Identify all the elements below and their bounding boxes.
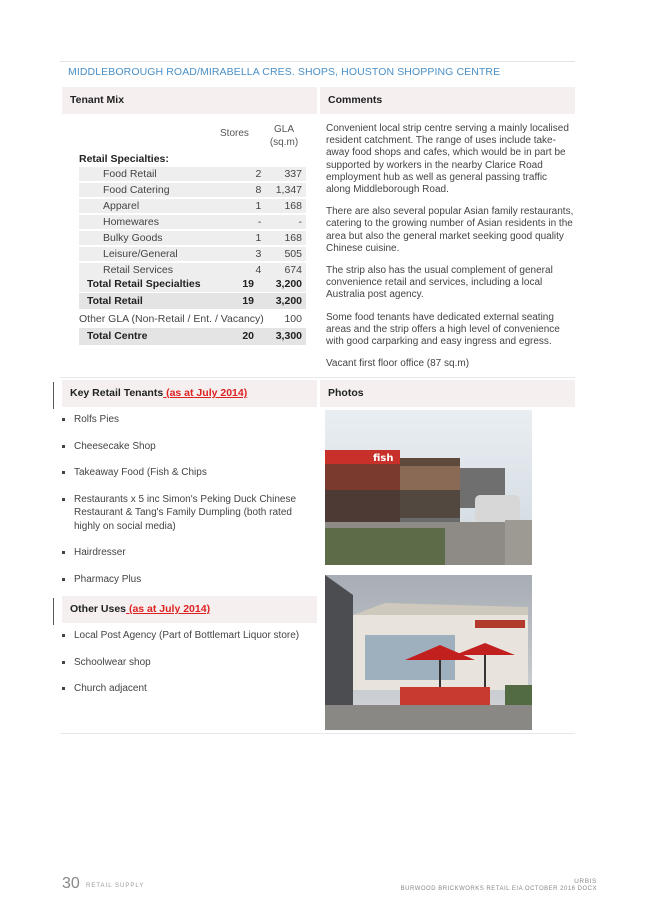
total-specialties-row	[79, 277, 306, 292]
table-row	[79, 231, 306, 245]
bottom-rule	[60, 733, 575, 734]
row-gla: 337	[261, 167, 306, 181]
retail-specialties-label: Retail Specialties:	[79, 153, 169, 165]
total-specialties-label: Total Retail Specialties	[87, 278, 201, 290]
key-tenants-date: (as at July 2014)	[163, 387, 248, 399]
list-item: Takeaway Food (Fish & Chips	[62, 466, 312, 480]
row-stores: 1	[246, 231, 261, 245]
comments-body	[326, 123, 574, 380]
row-category: Food Catering	[79, 183, 246, 197]
page-number: 30	[62, 875, 80, 892]
section-rule	[60, 377, 575, 378]
row-category: Food Retail	[79, 167, 246, 181]
key-tenants-title: Key Retail Tenants	[70, 387, 164, 399]
row-stores: 3	[246, 247, 261, 261]
row-gla: 168	[261, 231, 306, 245]
other-gla-label: Other GLA (Non-Retail / Ent. / Vacancy)	[79, 313, 264, 325]
other-uses-header	[62, 596, 317, 623]
comment-paragraph: Convenient local strip centre serving a mainly localised resident catchment. The range of uses include take-away food shops and cafes, which would be in part be supported by workers in the nearby Clarice Road employment hub as well as general passing traffic along Middleborough Road.	[326, 123, 569, 196]
row-gla: 1,347	[261, 183, 306, 197]
total-specialties-gla: 3,200	[275, 278, 302, 290]
storefront-photo	[325, 410, 532, 565]
tenant-mix-table	[79, 165, 306, 279]
row-category: Homewares	[79, 215, 246, 229]
comment-paragraph: There are also several popular Asian family restaurants, catering to the growing number of Asian residents in the area but also the general market seeking good quality Chinese cuisine.	[326, 206, 574, 254]
total-retail-gla: 3,200	[275, 295, 302, 307]
footer-doc: BURWOOD BRICKWORKS RETAIL EIA OCTOBER 2016 DOCX	[400, 886, 597, 892]
other-uses-list	[62, 629, 312, 709]
tenant-mix-header	[62, 87, 317, 114]
list-item: Rolfs Pies	[62, 413, 312, 427]
other-uses-title: Other Uses	[70, 603, 127, 615]
table-row	[79, 183, 306, 197]
row-stores: 2	[246, 167, 261, 181]
left-marker	[53, 382, 54, 409]
total-specialties-stores: 19	[242, 278, 254, 290]
total-centre-row	[79, 328, 306, 345]
total-centre-stores: 20	[242, 330, 254, 342]
left-marker	[53, 598, 54, 625]
total-centre-gla: 3,300	[275, 330, 302, 342]
table-row	[79, 263, 306, 277]
comments-header	[320, 87, 575, 114]
footer-section: RETAIL SUPPLY	[86, 883, 145, 889]
comments-title: Comments	[328, 94, 383, 106]
key-tenants-header	[62, 380, 317, 407]
tenant-mix-title: Tenant Mix	[70, 94, 125, 106]
row-gla: 168	[261, 199, 306, 213]
photos-header	[320, 380, 575, 407]
row-gla: -	[261, 215, 306, 229]
total-centre-label: Total Centre	[87, 330, 148, 342]
page-heading: MIDDLEBOROUGH ROAD/MIRABELLA CRES. SHOPS, HOUSTON SHOPPING CENTRE	[68, 66, 501, 78]
list-item: Local Post Agency (Part of Bottlemart Liquor store)	[62, 629, 312, 643]
other-gla-row	[79, 312, 306, 326]
comment-paragraph: Some food tenants have dedicated external seating areas and the strip offers a high level of convenience with good carparking and easy ingress and egress.	[326, 311, 560, 348]
row-stores: -	[246, 215, 261, 229]
other-uses-date: (as at July 2014)	[126, 603, 211, 615]
total-retail-label: Total Retail	[87, 295, 143, 307]
list-item: Hairdresser	[62, 546, 312, 560]
row-category: Apparel	[79, 199, 246, 213]
top-rule	[60, 61, 575, 62]
total-retail-row	[79, 293, 306, 309]
key-tenants-list	[62, 413, 312, 599]
row-category: Retail Services	[79, 263, 246, 277]
other-gla-value: 100	[284, 313, 302, 325]
table-row	[79, 215, 306, 229]
col-stores-header: Stores	[220, 128, 249, 139]
list-item: Restaurants x 5 inc Simon's Peking Duck Chinese Restaurant & Tang's Family Dumpling (both rated highly on social media)	[62, 493, 312, 534]
row-category: Leisure/General	[79, 247, 246, 261]
footer-org: URBIS	[574, 878, 597, 885]
total-retail-stores: 19	[242, 295, 254, 307]
table-row	[79, 199, 306, 213]
row-stores: 4	[246, 263, 261, 277]
col-gla-header: GLA (sq.m)	[269, 124, 299, 148]
comment-paragraph: The strip also has the usual complement of general convenience retail and services, including a local Australia post agency.	[326, 265, 553, 301]
comment-paragraph: Vacant first floor office (87 sq.m)	[326, 358, 470, 370]
row-category: Bulky Goods	[79, 231, 246, 245]
shop-sign: fish	[373, 453, 394, 464]
table-row	[79, 167, 306, 181]
list-item: Cheesecake Shop	[62, 440, 312, 454]
table-row	[79, 247, 306, 261]
centre-photo	[325, 575, 532, 730]
list-item: Church adjacent	[62, 682, 312, 696]
row-stores: 8	[246, 183, 261, 197]
list-item: Schoolwear shop	[62, 656, 312, 670]
row-stores: 1	[246, 199, 261, 213]
row-gla: 674	[261, 263, 306, 277]
row-gla: 505	[261, 247, 306, 261]
photos-title: Photos	[328, 387, 364, 399]
list-item: Pharmacy Plus	[62, 573, 312, 587]
